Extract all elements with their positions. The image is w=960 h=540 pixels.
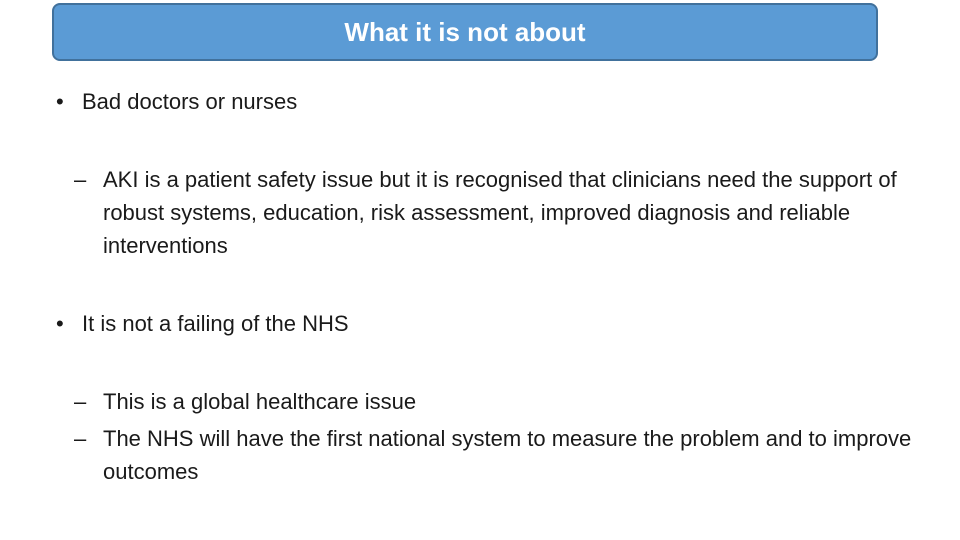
bullet-item-1 [56,86,297,118]
sub-item-1-1 [74,163,914,262]
sub-item-2-2 [74,422,914,488]
bullet-text: Bad doctors or nurses [82,89,298,114]
bullet-text: It is not a failing of the NHS [82,311,349,336]
bullet-dot-icon: • [56,89,64,114]
sub-item-2-1 [74,385,914,418]
sub-item-text: AKI is a patient safety issue but it is recognised that clinicians need the support of robust systems, education, risk assessment, improved diagnosis and reliable interventions [103,167,897,258]
bullet-item-2 [56,308,349,340]
dash-icon: – [74,167,87,192]
sub-item-text: The NHS will have the first national system to measure the problem and to improve outcomes [103,426,912,484]
bullet-dot-icon: • [56,311,64,336]
dash-icon: – [74,426,87,451]
sub-item-text: This is a global healthcare issue [103,389,417,414]
slide-title: What it is not about [344,17,586,47]
dash-icon: – [74,389,87,414]
